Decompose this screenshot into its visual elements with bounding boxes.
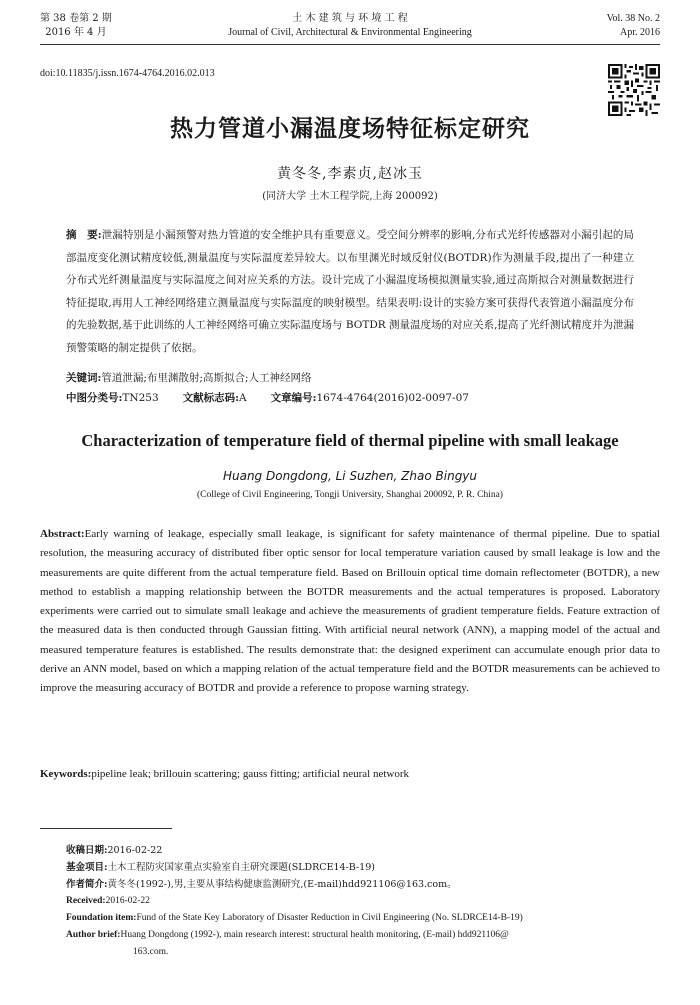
header-date-en: Apr. 2016: [620, 27, 660, 38]
title-cn: 热力管道小漏温度场特征标定研究: [170, 115, 530, 142]
received-cn-value: 2016-02-22: [107, 845, 163, 856]
article-no-label: 文章编号:: [270, 392, 317, 404]
qr-code-icon: [608, 64, 660, 116]
authors-en: Huang Dongdong, Li Suzhen, Zhao Bingyu: [222, 469, 478, 483]
keywords-cn: [66, 369, 634, 387]
header-volume-en-text: Vol. 38 No. 2: [606, 13, 660, 24]
keywords-cn-text: 管道泄漏;布里渊散射;高斯拟合;人工神经网络: [101, 372, 312, 384]
abstract-cn: [66, 224, 634, 359]
fund-en-value: Fund of the State Key Laboratory of Disaster Reduction in Civil Engineering (No. SLDRCE14-B-19): [136, 913, 523, 923]
received-en: [66, 893, 660, 910]
doc-code-value: A: [239, 392, 247, 404]
abstract-cn-label: 摘 要:: [66, 229, 102, 241]
affiliation-cn: (同济大学 土木工程学院,上海 200092): [262, 191, 438, 202]
keywords-en-text: pipeline leak; brillouin scattering; gauss fitting; artificial neural network: [91, 768, 410, 780]
fund-en: [66, 910, 660, 927]
clc-label: 中图分类号:: [66, 392, 123, 404]
received-cn-label: 收稿日期:: [66, 845, 108, 856]
fund-cn-label: 基金项目:: [66, 862, 108, 873]
author-cn-label: 作者简介:: [66, 879, 108, 890]
doc-code-label: 文献标志码:: [182, 392, 240, 404]
keywords-cn-label: 关键词:: [66, 372, 102, 384]
fund-en-label: Foundation item:: [66, 913, 137, 923]
header-volume-en: [607, 12, 660, 40]
author-en-label: Author brief:: [66, 930, 121, 940]
footnotes: [66, 842, 660, 961]
abstract-en-text: Early warning of leakage, especially small leakage, is significant for safety maintenance of thermal pipeline. Due to spatial resolution, the measuring accuracy of distributed fiber optic sensor for local temperature variation caused by small leakage is low and the measurements are quite different from the actual temperature field. Based on Brillouin optical time domain reflectometer (BOTDR), a new method to establish a mapping relationship between the BOTDR measurements and the actual temperatures is proposed. Laboratory experiments were carried out to simulate small leakage and achieve the measurements of gradient temperature fields. Feature extraction of the measured data is then conducted through Gaussian fitting. With artificial neural network (ANN), a mapping model of the actual and measured temperature features is established. The results demonstrate that: the designed experiment can accumulate enough prior data to derive an ANN model, based on which a mapping relation of the actual temperature field and the BOTDR measurements can be achieved to improve the measuring accuracy of BOTDR and provide a reference to propose warning strategy.: [40, 528, 660, 695]
fund-cn-value: 土木工程防灾国家重点实验室自主研究课题(SLDRCE14-B-19): [107, 862, 375, 873]
running-header: [40, 8, 660, 45]
author-brief-en: [66, 927, 660, 944]
abstract-en: [40, 525, 660, 699]
received-en-label: Received:: [66, 896, 106, 906]
abstract-en-label: Abstract:: [40, 528, 85, 540]
classification-cn: [66, 389, 634, 407]
article-no-value: 1674-4764(2016)02-0097-07: [316, 392, 469, 404]
author-brief-en-cont: 163.com.: [133, 947, 169, 957]
header-date-cn: 2016 年 4 月: [45, 27, 107, 38]
keywords-en-label: Keywords:: [40, 768, 92, 780]
affiliation-en: (College of Civil Engineering, Tongji University, Shanghai 200092, P. R. China): [197, 490, 503, 500]
abstract-cn-text: 泄漏特别是小漏预警对热力管道的安全维护具有重要意义。受空间分辨率的影响,分布式光纤传感器对小漏引起的局部温度变化测试精度较低,测量温度与实际温度差异较大。以布里渊光时域反射仪(BOTDR)作为测量手段,提出了一种建立分布式光纤测量温度与实际温度之间对应关系的方法。设计完成了小漏温度场模拟测量实验,通过高斯拟合对测量数据进行特征提取,再用人工神经网络建立测量温度与实际温度的映射模型。结果表明:设计的实验方案可获得代表管道小漏温度分布的先验数据,基于此训练的人工神经网络可确立实际温度场与 BOTDR 测量温度场的对应关系,提高了光纤测试精度并为泄漏预警策略的制定提供了依据。: [66, 229, 634, 354]
header-journal-cn: 土 木 建 筑 与 环 境 工 程: [292, 13, 408, 24]
author-brief-cn: [66, 876, 660, 893]
title-en: Characterization of temperature field of thermal pipeline with small leakage: [81, 431, 619, 450]
footnote-divider: [40, 828, 172, 829]
fund-cn: [66, 859, 660, 876]
received-en-value: 2016-02-22: [105, 896, 150, 906]
clc-value: TN253: [122, 392, 159, 404]
received-cn: [66, 842, 660, 859]
author-cn-value: 黄冬冬(1992-),男,主要从事结构健康监测研究,(E-mail)hdd921106@163.com。: [107, 879, 457, 890]
keywords-en: [40, 766, 660, 782]
header-journal: [40, 12, 660, 40]
header-journal-en: Journal of Civil, Architectural & Environmental Engineering: [228, 27, 472, 38]
authors-cn: 黄冬冬,李素贞,赵冰玉: [277, 166, 423, 182]
doi[interactable]: doi:10.11835/j.issn.1674-4764.2016.02.013: [40, 68, 215, 79]
author-en-value: Huang Dongdong (1992-), main research interest: structural health monitoring, (E-mail) hdd921106@: [120, 930, 509, 940]
header-volume-cn-text: 第 38 卷第 2 期: [40, 13, 112, 24]
